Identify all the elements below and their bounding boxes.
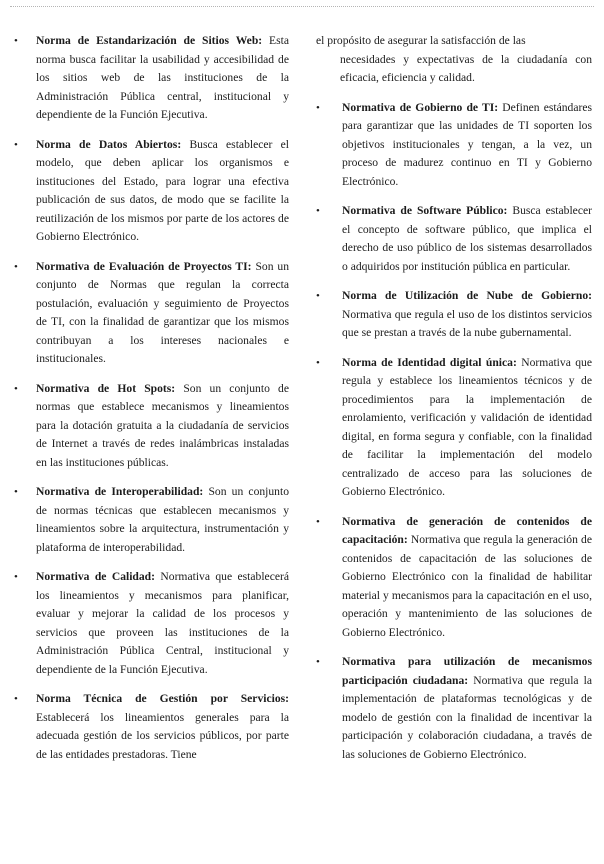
list-item (316, 354, 592, 502)
bullet-icon: • (14, 693, 18, 705)
list-item (14, 568, 289, 679)
item-text: Normativa que regula la implementación de plataformas tecnológicas y de modelo de gestión con la finalidad de incentivar la participación y colaboración ciudadana, a través de las soluciones de Gobierno Electrónico. (342, 673, 592, 761)
list-item (14, 32, 289, 125)
list-item (14, 136, 289, 247)
continued-rest: necesidades y expectativas de la ciudadanía con eficacia, eficiencia y calidad. (340, 52, 592, 84)
item-text: Busca establecer el concepto de software público, que implica el derecho de uso público de los sistemas desarrollados o adquiridos por institución pública en particular. (342, 204, 592, 273)
item-text: Normativa que regula y establece los lineamientos técnicos y de procedimientos para la implementación de enrolamiento, verificación y validación de identidad digital, en forma segura y confiable, con la finalidad de facilitar la implementación del modelo centralizado de acceso para las soluciones de Gobierno Electrónico. (342, 355, 592, 498)
bullet-icon: • (14, 260, 18, 273)
continued-paragraph (316, 32, 592, 88)
bullet-icon: • (316, 356, 320, 369)
item-text: Esta norma busca facilitar la usabilidad y accesibilidad de los sitios web de las instituciones de la Administración Pública central, institucional y dependiente de la Función Ejecutiva. (36, 34, 289, 121)
item-term: Normativa de Software Público: (342, 204, 508, 217)
item-term: Norma de Identidad digital única: (342, 355, 517, 369)
item-text: Busca establecer el modelo, que deben aplicar los organismos e instituciones del Estado, para lograr una efectiva publicación de sus datos, de modo que se facilite la reutilización de los mismos por parte de los actores de Gobierno Electrónico. (36, 137, 289, 243)
bullet-icon: • (316, 101, 320, 114)
item-term: Normativa de Hot Spots: (36, 381, 176, 395)
left-column (14, 32, 289, 775)
list-item (14, 380, 289, 473)
item-term: Normativa de generación de contenidos de capacitación: (342, 514, 592, 546)
top-dotted-rule (10, 6, 594, 7)
list-item (14, 483, 289, 557)
bullet-icon: • (14, 382, 18, 395)
item-text: Normativa que regula la generación de contenidos de capacitación de las soluciones de Gobierno Electrónico con la finalidad de habilitar material y mecanismos para la capacitación en el uso, operación y mantenimiento de las soluciones de Gobierno Electrónico. (342, 533, 592, 639)
right-column (316, 32, 592, 775)
list-item (316, 513, 592, 643)
item-term: Normativa de Calidad: (36, 570, 155, 583)
item-term: Norma de Utilización de Nube de Gobierno: (342, 289, 592, 302)
item-term: Normativa de Interoperabilidad: (36, 485, 204, 498)
bullet-icon: • (14, 571, 18, 583)
item-term: Norma Técnica de Gestión por Servicios: (36, 692, 289, 705)
item-term: Normativa para utilización de mecanismos participación ciudadana: (342, 655, 592, 687)
list-item (316, 202, 592, 276)
bullet-icon: • (316, 205, 320, 217)
left-bullet-list (14, 32, 289, 764)
item-term: Normativa de Gobierno de TI: (342, 100, 499, 114)
item-term: Norma de Estandarización de Sitios Web: (36, 34, 263, 47)
item-text: Son un conjunto de normas técnicas que establecen mecanismos y lineamientos sobre la arquitectura, instrumentación y plataforma de interoperabilidad. (36, 485, 289, 554)
item-term: Normativa de Evaluación de Proyectos TI: (36, 259, 252, 273)
bullet-icon: • (14, 486, 18, 498)
bullet-icon: • (316, 515, 320, 528)
item-text: Definen estándares para garantizar que las unidades de TI soporten los objetivos institucionales y tengan, a la vez, un proceso de madurez continuo en TI y Gobierno Electrónico. (342, 100, 592, 188)
item-text: Son un conjunto de Normas que regulan la correcta postulación, evaluación y seguimiento de Proyectos de TI, con la finalidad de garantizar que los mismos contribuyan a los intereses nacionales e institucionales. (36, 259, 289, 365)
item-text: Son un conjunto de normas que establece mecanismos y lineamientos para la dotación gratuita a la ciudadanía de servicios de Internet a través de redes inalámbricas instaladas en las instituciones públicas. (36, 381, 289, 469)
list-item (14, 258, 289, 369)
item-text: Normativa que establecerá los lineamientos y mecanismos para planificar, evaluar y mejorar la calidad de los procesos y servicios que proveen las instituciones de la Administración Pública Central, institucional y dependiente de la Función Ejecutiva. (36, 570, 289, 676)
item-term: Norma de Datos Abiertos: (36, 137, 182, 151)
bullet-icon: • (14, 138, 18, 151)
bullet-icon: • (14, 35, 18, 47)
list-item (14, 690, 289, 764)
list-item (316, 99, 592, 192)
item-text: Normativa que regula el uso de los distintos servicios que se prestan a través de la nube gubernamental. (342, 307, 592, 339)
item-text: Establecerá los lineamientos generales para la adecuada gestión de los servicios públicos, por parte de las entidades prestadoras. Tiene (36, 710, 289, 761)
continued-first-line: el propósito de asegurar la satisfacción de las (316, 34, 526, 47)
list-item (316, 287, 592, 343)
list-item (316, 653, 592, 764)
bullet-icon: • (316, 290, 320, 302)
bullet-icon: • (316, 656, 320, 668)
right-bullet-list (316, 99, 592, 765)
